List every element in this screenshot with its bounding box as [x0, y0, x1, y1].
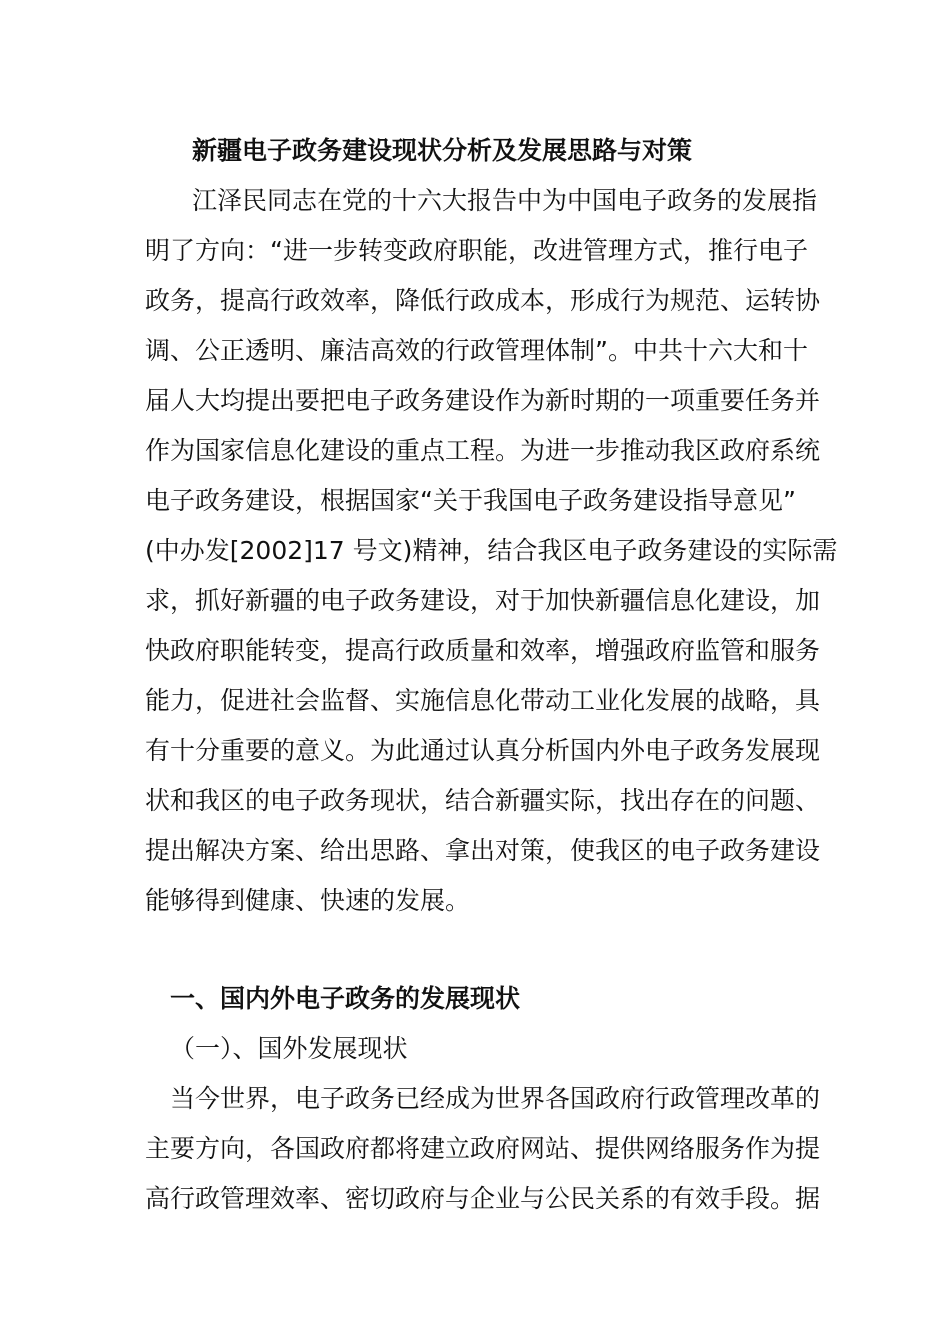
subsection-heading: （一）、国外发展现状	[170, 1034, 408, 1063]
paragraph-line: 状和我区的电子政务现状，结合新疆实际，找出存在的问题、	[145, 786, 821, 815]
paragraph-line: 有十分重要的意义。为此通过认真分析国内外电子政务发展现	[145, 736, 821, 765]
paragraph-line: 调、公正透明、廉洁高效的行政管理体制”。中共十六大和十	[145, 336, 808, 365]
paragraph-line: 当今世界，电子政务已经成为世界各国政府行政管理改革的	[170, 1084, 821, 1113]
section-heading: 一、国内外电子政务的发展现状	[170, 984, 521, 1013]
document-title: 新疆电子政务建设现状分析及发展思路与对策	[192, 136, 693, 165]
paragraph-line: 主要方向，各国政府都将建立政府网站、提供网络服务作为提	[145, 1134, 821, 1163]
paragraph-line: 届人大均提出要把电子政务建设作为新时期的一项重要任务并	[145, 386, 821, 415]
paragraph-line: (中办发[2002]17 号文)精神，结合我区电子政务建设的实际需	[145, 536, 838, 565]
paragraph-line: 能够得到健康、快速的发展。	[145, 886, 471, 915]
paragraph-line: 政务，提高行政效率，降低行政成本，形成行为规范、运转协	[145, 286, 821, 315]
paragraph-line: 快政府职能转变，提高行政质量和效率，增强政府监管和服务	[145, 636, 821, 665]
paragraph-line: 高行政管理效率、密切政府与企业与公民关系的有效手段。据	[145, 1184, 821, 1213]
paragraph-line: 电子政务建设，根据国家“关于我国电子政务建设指导意见”	[145, 486, 796, 515]
paragraph-line: 江泽民同志在党的十六大报告中为中国电子政务的发展指	[192, 186, 818, 215]
paragraph-line: 作为国家信息化建设的重点工程。为进一步推动我区政府系统	[145, 436, 821, 465]
paragraph-line: 提出解决方案、给出思路、拿出对策，使我区的电子政务建设	[145, 836, 821, 865]
paragraph-line: 求，抓好新疆的电子政务建设，对于加快新疆信息化建设，加	[145, 586, 821, 615]
paragraph-line: 明了方向：“进一步转变政府职能，改进管理方式，推行电子	[145, 236, 808, 265]
paragraph-line: 能力，促进社会监督、实施信息化带动工业化发展的战略，具	[145, 686, 821, 715]
